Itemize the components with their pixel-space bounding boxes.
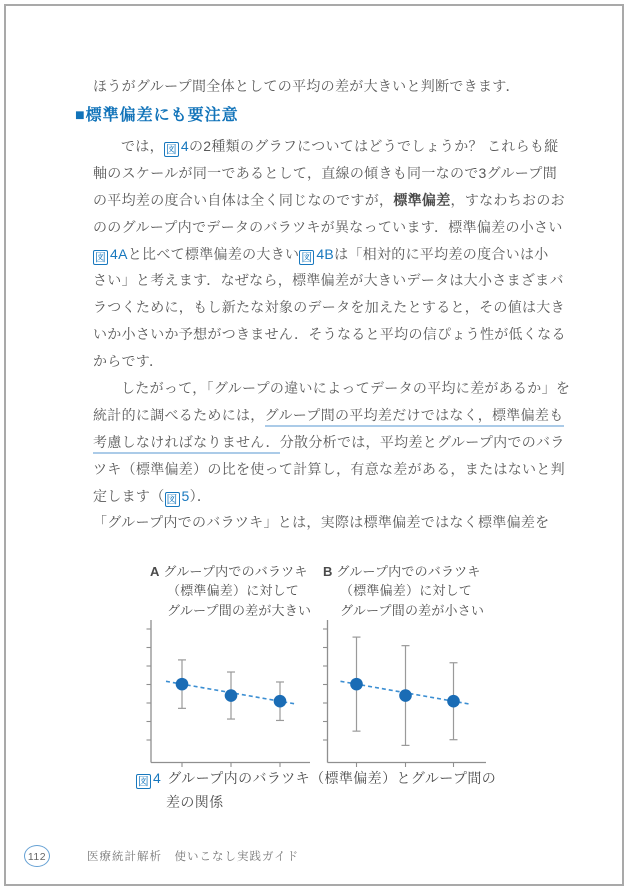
figure-ref-icon: 図 <box>137 776 150 788</box>
text-line <box>93 483 583 510</box>
chart-panel-b <box>316 612 496 770</box>
text-line <box>150 562 340 581</box>
data-point <box>350 678 363 691</box>
text-segment: の平均差の度合い自体は全く同じなのですが， <box>93 191 394 208</box>
body-text <box>93 133 583 536</box>
text-segment: 分散分析では，平均差とグループ内でのバラ <box>279 433 565 450</box>
text-line <box>93 456 583 483</box>
data-point <box>274 695 287 708</box>
text-segment: 標準偏差 <box>393 191 451 208</box>
data-point <box>447 695 460 708</box>
text-line <box>93 133 583 160</box>
text-segment: グループ内でのバラツキ <box>332 564 481 579</box>
text-segment: 定します（ <box>93 487 165 504</box>
section-heading: ■標準偏差にも要注意 <box>75 107 239 124</box>
text-segment: 統計的に調べるためには， <box>93 406 265 423</box>
intro-line: ほうがグループ間全体としての平均の差が大きいと判断できます． <box>93 78 520 94</box>
text-segment: ののグループ内でデータのバラツキが異なっています．標準偏差の小さい <box>93 218 563 235</box>
text-line <box>136 790 546 814</box>
text-segment: ）． <box>189 487 212 504</box>
text-segment: 4 <box>180 138 189 154</box>
text-line <box>150 581 340 600</box>
text-segment: （標準偏差）に対して <box>167 583 300 599</box>
text-segment: （標準偏差）に対して <box>340 583 473 599</box>
text-segment: グループ内でのバラツキ <box>159 564 308 579</box>
text-segment: 軸のスケールが同一であるとして，直線の傾きも同一なので3グループ間 <box>93 164 558 181</box>
text-line <box>93 241 583 268</box>
data-point <box>225 689 238 702</box>
text-line <box>93 187 583 214</box>
text-line <box>93 348 583 375</box>
text-line <box>323 581 513 600</box>
text-segment: では， <box>121 138 164 154</box>
text-line <box>93 429 583 456</box>
text-segment: さい」と考えます．なぜなら，標準偏差が大きいデータは大小さまざまバ <box>93 272 564 289</box>
text-line <box>93 321 583 348</box>
text-line <box>136 766 546 790</box>
figure-ref-icon: 図 <box>165 144 178 156</box>
text-segment: グループ内のバラツキ（標準偏差）とグループ間の <box>167 770 497 786</box>
text-line <box>93 214 583 241</box>
text-segment: ツキ（標準偏差）の比を使って計算し，有意な差がある，またはないと判 <box>93 460 565 477</box>
text-segment: 5 <box>181 487 190 504</box>
text-segment: と比べて標準偏差の大きい <box>127 245 300 262</box>
text-segment: ラつくために，もし新たな対象のデータを加えたとすると，その値は大き <box>93 299 565 316</box>
text-line <box>93 402 583 429</box>
text-segment: ，すなわちおのお <box>450 191 565 208</box>
text-segment: B <box>323 564 333 579</box>
text-line <box>93 294 583 321</box>
text-segment: グループ間の平均差だけではなく，標準偏差も <box>265 407 564 427</box>
text-segment: グループ間の差が小さい <box>340 602 485 618</box>
text-segment: 4B <box>316 245 335 262</box>
text-segment: 「グループ内でのバラツキ」とは，実際は標準偏差ではなく標準偏差を <box>93 514 550 531</box>
text-segment: グループ間の差が大きい <box>167 602 312 618</box>
text-line <box>93 267 583 294</box>
text-line <box>93 160 583 187</box>
text-segment: からです． <box>93 353 164 370</box>
text-segment: したがって，「グループの違いによってデータの平均に差があるか」を <box>121 380 571 397</box>
figure-caption <box>136 766 546 814</box>
text-segment: 4A <box>110 245 128 262</box>
figure-ref-icon: 図 <box>301 251 313 264</box>
text-segment: 4 <box>153 770 162 786</box>
data-point <box>176 678 189 691</box>
figure-ref-icon: 図 <box>94 251 107 264</box>
text-line <box>323 562 513 581</box>
text-segment: は「相対的に平均差の度合いは小 <box>334 245 549 262</box>
text-segment: 差の関係 <box>166 794 224 810</box>
text-line <box>93 375 583 402</box>
data-point <box>399 689 412 702</box>
text-line <box>93 509 583 536</box>
figure-ref-icon: 図 <box>166 493 178 506</box>
footer-title: 医療統計解析 使いこなし実践ガイド <box>87 851 300 863</box>
text-segment: 考慮しなければなりません． <box>93 434 280 454</box>
text-segment: A <box>150 564 160 579</box>
text-segment: の2種類のグラフについてはどうでしょうか？ これらも縦 <box>189 138 559 154</box>
chart-panel-a <box>140 612 320 770</box>
page-number-badge: 112 <box>24 845 50 867</box>
text-segment: いか小さいか予想がつきません．そうなると平均の信ぴょう性が低くなる <box>93 326 566 343</box>
